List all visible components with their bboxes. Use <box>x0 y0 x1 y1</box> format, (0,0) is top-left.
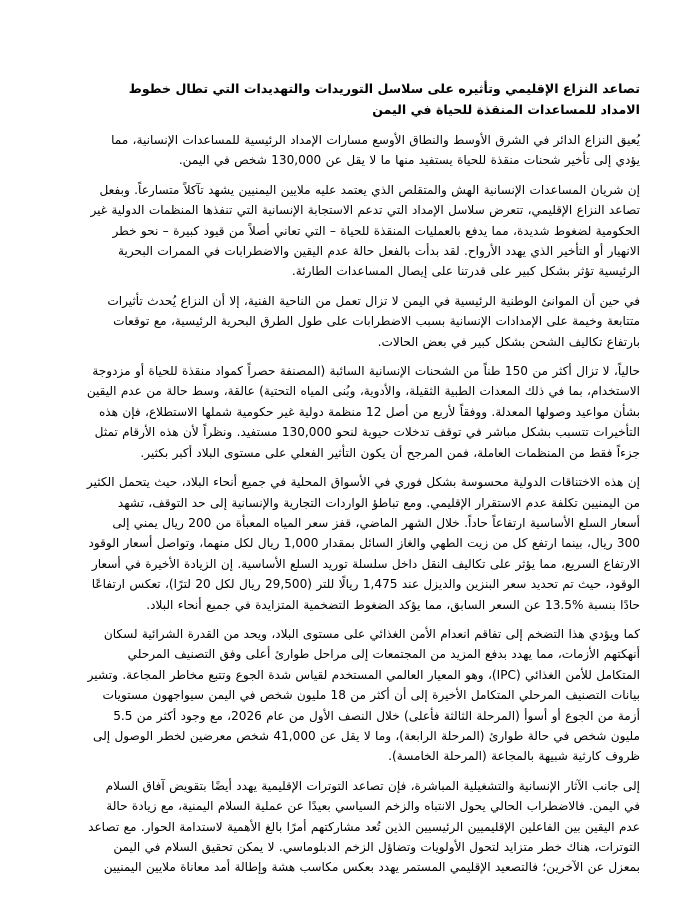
paragraph-peace-prospects: إلى جانب الآثار الإنسانية والتشغيلية المباشرة، فإن تصاعد التوترات الإقليمية يهدد أيضًا بتقويض آفاق السلام في اليمن. فالاضطراب الحالي يحول الانتباه والزخم السياسي بعيدًا عن عملية السلام اليمنية، مع زيادة حالة عدم اليقين بين الفاعلين الإقليميين الرئيسيين الذين تُعد مشاركتهم أمرًا بالغ الأهمية لاستدامة الحوار. مع تصاعد التوترات، هناك خطر متزايد لتحول الأولويات وتضاؤل الزخم الدبلوماسي. لا يمكن تحقيق السلام في اليمن بمعزل عن الآخرين؛ فالتصعيد الإقليمي المستمر يهدد بعكس مكاسب هشة وإطالة أمد معاناة ملايين اليمنيين <box>88 778 640 875</box>
paragraph-stranded-cargo: حالياً، لا تزال أكثر من 150 طناً من الشحنات الإنسانية السائبة (المصنفة حصراً كمواد منقذة للحياة أو مزدوجة الاستخدام، بما في ذلك المعدات الطبية الثقيلة، والأدوية، وبُنى المياه التحتية) عالقة، وسط حالة من عدم اليقين بشأن مواعيد وصولها المعدلة. ووفقاً لأربع من أصل 12 منظمة دولية غير حكومية شملها الاستطلاع، فإن هذه التأخيرات تتسبب بشكل مباشر في توقف تدخلات حيوية لنحو 130,000 مستفيد. ونظراً لأن هذه الأرقام تمثل جزءاً فقط من المنظمات العاملة، فمن المرجح أن يكون التأثير الفعلي على مستوى البلاد أكبر بكثير. <box>86 364 640 460</box>
document-title: تصاعد النزاع الإقليمي وتأثيره على سلاسل التوريدات والتهديدات التي تطال خطوط الامداد للمساعدات المنقذة للحياة في اليمن <box>128 81 640 117</box>
paragraph-intro: يُعيق النزاع الدائر في الشرق الأوسط والنطاق الأوسع مسارات الإمداد الرئيسية للمساعدات الإنسانية، مما يؤدي إلى تأخير شحنات منقذة للحياة يستفيد منها ما لا يقل عن 130,000 شخص في اليمن. <box>111 133 640 168</box>
paragraph-food-insecurity: كما ويؤدي هذا التضخم إلى تفاقم انعدام الأمن الغذائي على مستوى البلاد، ويحد من القدرة الشرائية لسكان أنهكتهم الأزمات، مما يهدد بدفع المزيد من المجتمعات إلى مراحل طوارئ أعلى وفق التصنيف المرحلي المتكامل للأمن الغذائي (IPC)، وهو المعيار العالمي المستخدم لقياس شدة الجوع وتتبع مخاطر المجاعة. وتشير بيانات التصنيف المرحلي المتكامل الأخيرة إلى أن أكثر من 18 مليون شخص في اليمن سيواجهون مستويات أزمة من الجوع أو أسوأ (المرحلة الثالثة فأعلى) خلال النصف الأول من عام 2026، مع وجود أكثر من 5.5 مليون شخص في حالة طوارئ (المرحلة الرابعة)، وما لا يقل عن 41,000 شخص معرضين لخطر الوصول إلى ظروف كارثية شبيهة بالمجاعة (المرحلة الخامسة). <box>87 626 640 764</box>
paragraph-market-prices: إن هذه الاختناقات الدولية محسوسة بشكل فوري في الأسواق المحلية في جميع أنحاء البلاد، حيث يتحمل الكثير من اليمنيين تكلفة عدم الاستقرار الإقليمي. ومع تباطؤ الواردات التجارية والإنسانية إلى حد التوقف، تشهد أسعار السلع الأساسية ارتفاعاً حاداً. خلال الشهر الماضي، قفز سعر المياه المعبأة من 200 ريال يمني إلى 300 ريال، بينما ارتفع كل من زيت الطهي والغاز السائل بمقدار 1,000 ريال لكل منهما، وتواصل أسعار الوقود الارتفاع السريع، مما يؤثر على تكاليف النقل داخل سلسلة توريد السلع الأساسية. إن الزيادة الأخيرة في أسعار الوقود، حيث تم تحديد سعر البنزين والديزل عند 1,475 ريالًا للتر (29,500 ريال لكل 20 لترًا)، تعكس ارتفاعًا حادًا بنسبة %13.5 عن السعر السابق، مما يؤكد الضغوط التضخمية المتزايدة في جميع أنحاء البلاد. <box>86 475 640 612</box>
paragraph-ports: في حين أن الموانئ الوطنية الرئيسية في اليمن لا تزال تعمل من الناحية الفنية، إلا أن النزاع يُحدث تأثيرات متتابعة وخيمة على الإمدادات الإنسانية بسبب الاضطرابات على طول الطرق البحرية الرئيسية، مع توقعات بارتفاع تكاليف الشحن بشكل كبير في بعض الحالات. <box>107 293 640 349</box>
paragraph-aid-lifeline: إن شريان المساعدات الإنسانية الهش والمتقلص الذي يعتمد عليه ملايين اليمنيين يشهد تآكلاً متسارعاً. وبفعل تصاعد النزاع الإقليمي، تتعرض سلاسل الإمداد التي تدعم الاستجابة الإنسانية التي تنفذها المنظمات الدولية غير الحكومية لضغوط شديدة، مما يدفع بالعمليات المنقذة للحياة – التي تعاني أصلاً من قيود كبيرة – نحو خطر الانهيار أو التأخير الذي يهدد الأرواح. لقد بدأت بالفعل حالة عدم اليقين والاضطرابات في الممرات البحرية الرئيسية تؤثر بشكل كبير على قدرتنا على إيصال المساعدات الطارئة. <box>90 182 640 279</box>
